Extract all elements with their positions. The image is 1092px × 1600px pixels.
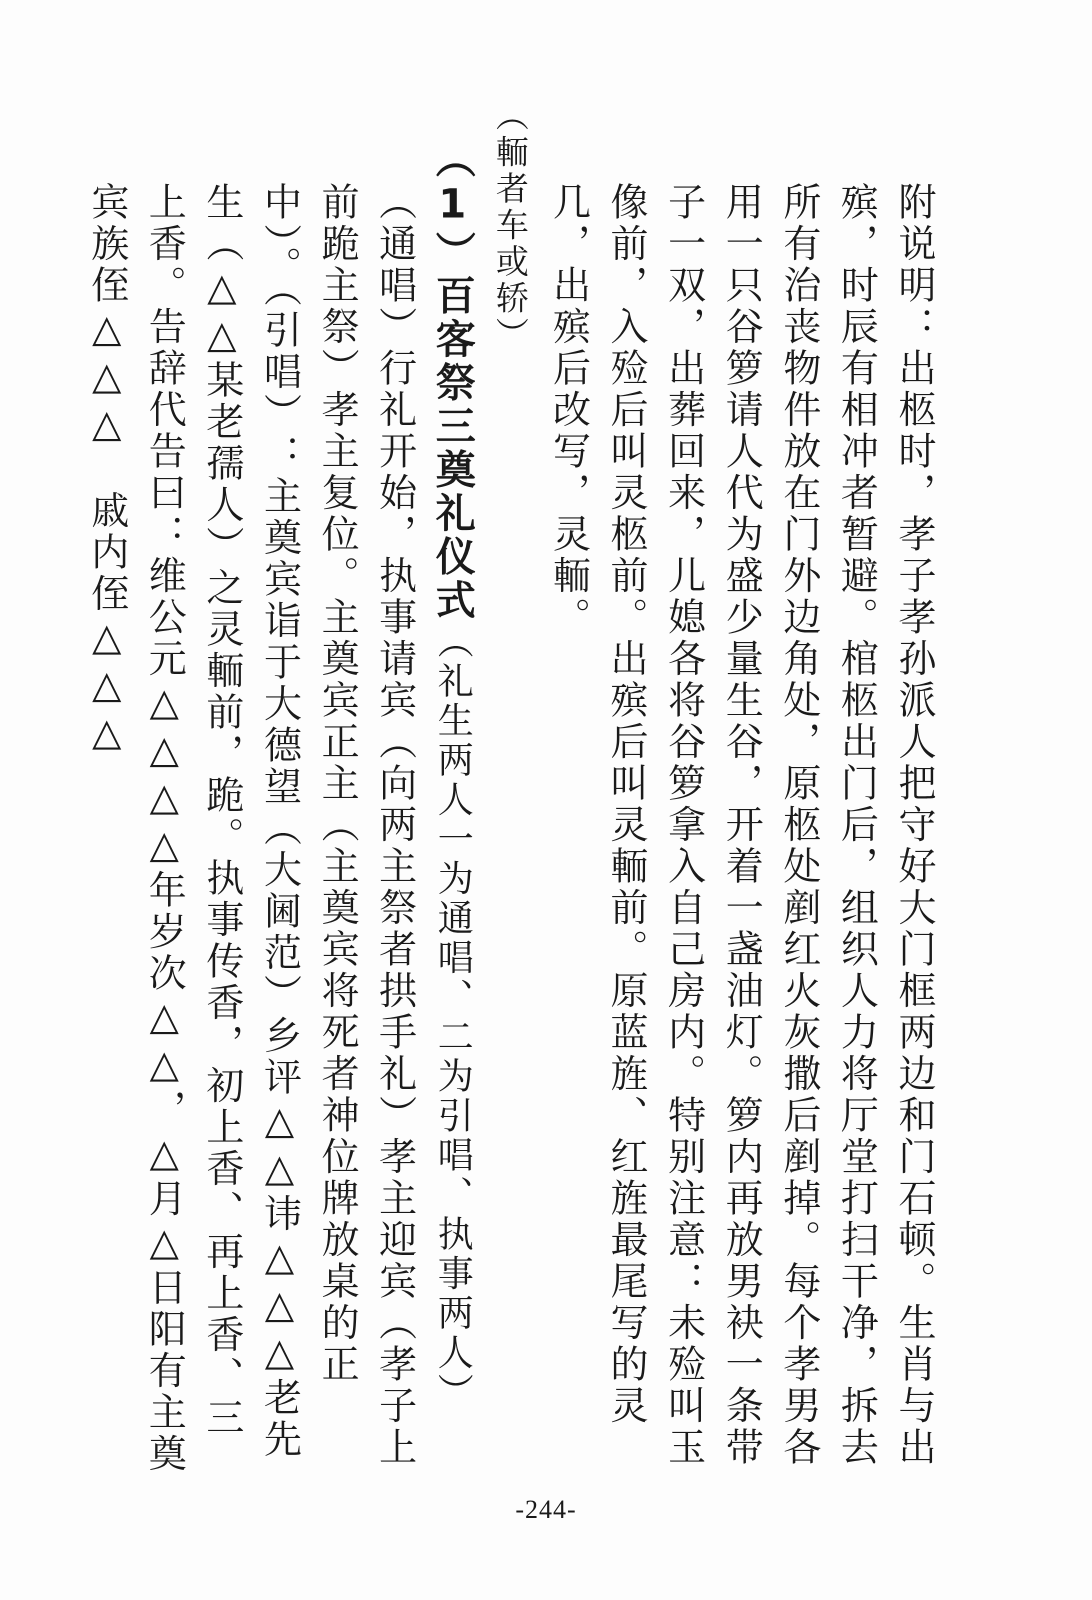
section-heading-title: （1）百客祭三奠礼仪式 [429,138,476,623]
note-paragraph: 附说明：出柩时，孝子孝孙派人把守好大门框两边和门石顿。生肖与出殡，时辰有相冲者暂避。棺柩出门后，组织人力将厅堂打扫干净，拆去所有治丧物件放在门外边角处，原柩处剷红火灰撒后剷掉。每个孝男各用一只谷箩请人代为盛少量生谷，开着一盏油灯。箩内再放男袂一条带子一双，出葬回来，儿媳各将谷箩拿入自己房内。特别注意：未殓叫玉像前，入殓后叫灵柩前。出殡后叫灵輀前。原蓝旌、红旌最尾写的灵几，出殡后改写，灵輀。 [546,182,936,1469]
section-heading [423,98,482,1478]
vertical-text-block [77,98,942,1478]
page-number: -244- [515,1495,577,1524]
section-heading-note: （礼生两人一为通唱、二为引唱、执事两人） [432,622,474,1413]
ceremony-paragraph: （通唱）行礼开始，执事请宾（向两主祭者拱手礼）孝主迎宾（孝子上前跪主祭）孝主复位。主奠宾正主（主奠宾将死者神位牌放桌的正中）。（引唱）：主奠宾诣于大德望（大阃范）乡评△△讳△△△老先生（△△某老孺人）之灵輀前，跪。执事传香，初上香、再上香、三上香。告辞代告曰：维公元△△△△年岁次△△，△月△日阳有主奠宾族侄△△△ 戚内侄△△△ [84,182,417,1475]
note-aside: （輀者车或轿） [490,98,530,354]
